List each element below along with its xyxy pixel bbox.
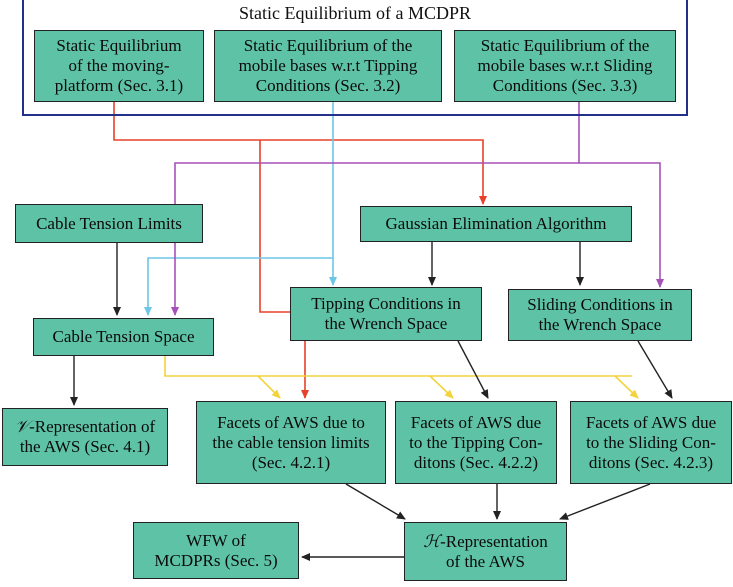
box-line: to the Tipping Con- bbox=[409, 432, 543, 452]
facets-cable-box bbox=[196, 401, 386, 484]
cable-tension-limits-box bbox=[15, 204, 203, 243]
box-line: the Wrench Space bbox=[324, 314, 448, 333]
box-line: -Representation bbox=[440, 531, 548, 551]
box-line: Static Equilibrium of the bbox=[243, 36, 413, 55]
se-moving-platform-box bbox=[34, 30, 204, 102]
box-line: Sliding Conditions in bbox=[527, 295, 673, 314]
box-line: the AWS (Sec. 4.1) bbox=[19, 437, 151, 456]
box-line: Static Equilibrium of the bbox=[480, 36, 650, 55]
v-representation-box bbox=[2, 408, 168, 466]
box-line: Tipping Conditions in bbox=[311, 294, 461, 313]
box-line: to the Sliding Con- bbox=[586, 432, 716, 452]
box-line: mobile bases w.r.t Tipping bbox=[238, 56, 418, 75]
box-line: mobile bases w.r.t Sliding bbox=[477, 56, 653, 75]
facets-tipping-box bbox=[395, 401, 557, 484]
wfw-box bbox=[133, 522, 299, 579]
v-symbol: 𝒱 bbox=[14, 417, 30, 437]
box-line: Conditions (Sec. 3.3) bbox=[492, 76, 638, 95]
box-line: ditons (Sec. 4.2.2) bbox=[413, 452, 539, 472]
box-line: -Representation of bbox=[29, 417, 156, 436]
cable-tension-space-box bbox=[33, 318, 214, 356]
se-sliding-box bbox=[454, 30, 676, 102]
h-representation-box bbox=[404, 522, 567, 581]
box-line: of the moving- bbox=[68, 56, 170, 75]
box-line: Facets of AWS due to bbox=[217, 412, 365, 432]
box-line: Gaussian Elimination Algorithm bbox=[385, 214, 607, 233]
facets-sliding-box bbox=[570, 401, 732, 484]
box-line: the cable tension limits bbox=[212, 432, 370, 452]
sliding-wrench-box bbox=[508, 289, 692, 341]
box-line: Cable Tension Limits bbox=[36, 213, 182, 233]
box-line: Cable Tension Space bbox=[52, 327, 195, 346]
box-line: ditons (Sec. 4.2.3) bbox=[588, 452, 714, 472]
box-line: Facets of AWS due bbox=[585, 412, 717, 432]
box-line: (Sec. 4.2.1) bbox=[251, 452, 331, 472]
box-line: Conditions (Sec. 3.2) bbox=[255, 76, 401, 95]
box-line: Static Equilibrium bbox=[56, 36, 182, 55]
tipping-wrench-box bbox=[290, 287, 482, 341]
gaussian-elimination-box bbox=[360, 206, 632, 242]
box-line: Facets of AWS due bbox=[410, 412, 542, 432]
box-line: the Wrench Space bbox=[538, 315, 662, 334]
h-symbol: ℋ bbox=[423, 531, 441, 552]
box-line: WFW of bbox=[186, 530, 246, 550]
yellow-connector bbox=[165, 356, 638, 398]
frame-title: Static Equilibrium of a MCDPR bbox=[239, 3, 471, 23]
se-tipping-box bbox=[214, 30, 442, 102]
box-line: of the AWS bbox=[446, 551, 525, 571]
box-line: MCDPRs (Sec. 5) bbox=[154, 550, 278, 570]
box-line: platform (Sec. 3.1) bbox=[54, 76, 184, 95]
